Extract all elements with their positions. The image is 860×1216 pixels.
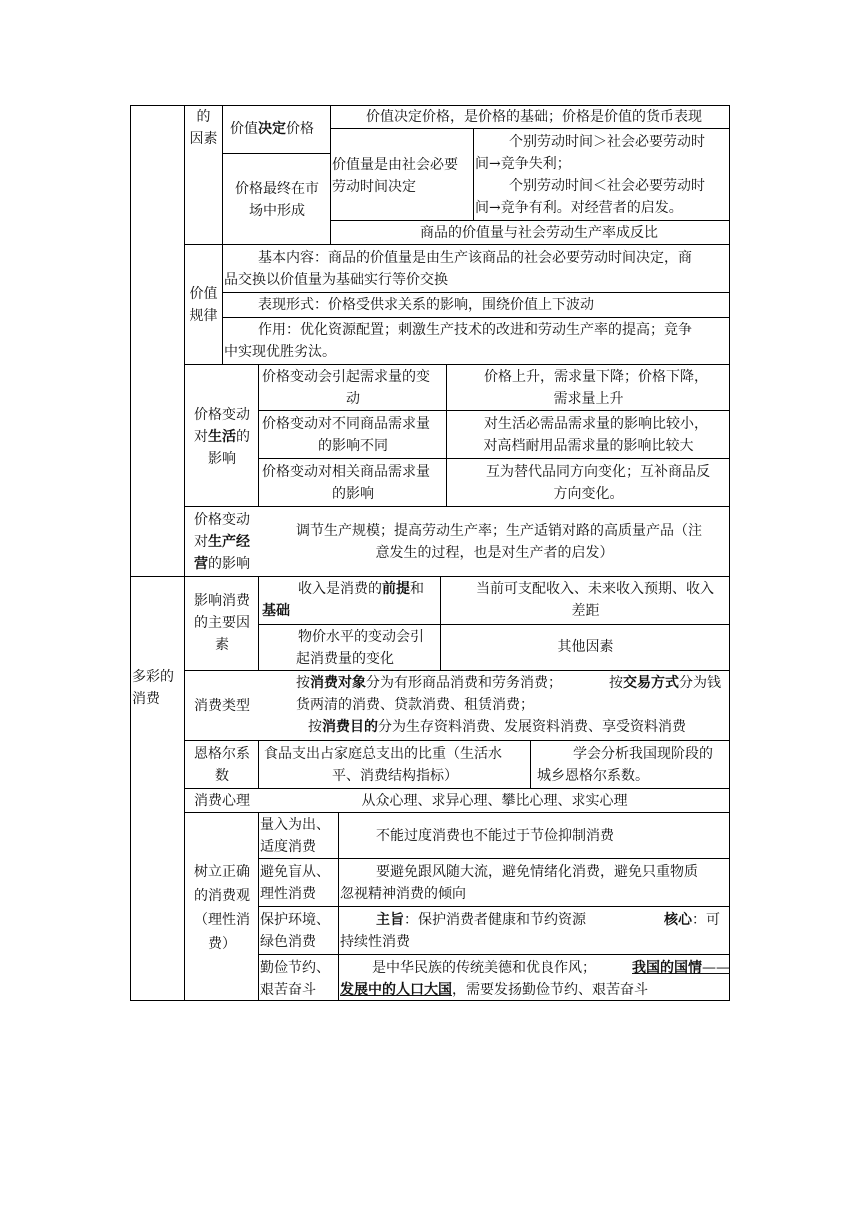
- law-effect-line2: 中实现优胜劣汰。: [224, 344, 336, 360]
- final-market-label-line1: 价格最终在市: [235, 181, 319, 197]
- production-content-line1: 调节生产规模；提高劳动生产率；生产适销对路的高质量产品（注: [296, 523, 702, 539]
- labor-time-text-line1: 价值量是由社会必要: [332, 157, 458, 173]
- life-r1-left-line1: 价格变动会引起需求量的变: [262, 369, 430, 385]
- rule: [338, 812, 339, 1001]
- law-form-text: 表现形式：价格受供求关系的影响，围绕价值上下波动: [258, 297, 594, 313]
- rule: [258, 364, 259, 507]
- rule: [446, 364, 447, 507]
- engel-def-line1: 食品支出占家庭总支出的比重（生活水: [264, 746, 502, 762]
- rule: [530, 740, 531, 789]
- v3-label-line1: 保护环境、: [260, 912, 330, 928]
- rule: [184, 812, 729, 813]
- rule: [258, 906, 729, 907]
- inverse-ratio-text: 商品的价值量与社会劳动生产率成反比: [420, 225, 658, 241]
- rule: [184, 788, 729, 789]
- individual-text-line3: 个别劳动时间＜社会必要劳动时: [509, 178, 705, 194]
- rule: [184, 244, 729, 245]
- value-basis-text: 价值决定价格，是价格的基础；价格是价值的货币表现: [366, 109, 702, 125]
- life-r1-left-line2: 动: [346, 391, 360, 407]
- v3-label-line2: 绿色消费: [260, 934, 316, 950]
- factors-label-line1: 的: [196, 109, 211, 125]
- rule: [184, 506, 729, 507]
- factors-label-line1: 影响消费: [194, 593, 250, 609]
- v3-text-line1b: 核心：可: [664, 912, 720, 928]
- production-label-line1: 价格变动: [194, 512, 250, 528]
- price-level-line2: 起消费量的变化: [296, 651, 394, 667]
- life-r3-right-line2: 方向变化。: [553, 486, 624, 502]
- rule: [184, 670, 729, 671]
- types-line3: 按消费目的分为生存资料消费、发展资料消费、享受资料消费: [308, 719, 686, 735]
- rule: [258, 812, 259, 1001]
- law-label-line1: 价值: [189, 286, 218, 302]
- final-market-label-line2: 场中形成: [249, 203, 305, 219]
- life-label-line1: 价格变动: [194, 407, 250, 423]
- rule: [184, 105, 185, 1001]
- value-decides-price-label: 价值决定价格: [230, 121, 314, 137]
- rule: [330, 105, 331, 245]
- rule: [258, 410, 729, 411]
- law-basic-line2: 品交换以价值量为基础实行等价交换: [224, 272, 448, 288]
- rule: [258, 858, 729, 859]
- types-line1: 按消费对象分为有形商品消费和劳务消费；: [296, 675, 562, 691]
- income-detail-line2: 差距: [571, 603, 600, 619]
- types-line1b: 按交易方式分为钱: [609, 675, 721, 691]
- factors-label-line2: 因素: [189, 131, 218, 147]
- v1-label-line2: 适度消费: [260, 839, 316, 855]
- life-label-line2: 对生活的: [194, 429, 250, 445]
- rule: [258, 954, 729, 955]
- rule: [258, 740, 259, 789]
- production-label-line3: 营的影响: [194, 556, 250, 572]
- psych-text: 从众心理、求异心理、攀比心理、求实心理: [361, 793, 628, 809]
- factors-label-line3: 素: [215, 637, 229, 653]
- rule: [184, 740, 729, 741]
- v4-text-line2: 发展中的人口大国，需要发扬勤俭节约、艰苦奋斗: [340, 982, 648, 998]
- life-r2-right-line1: 对生活必需品需求量的影响比较小，: [484, 416, 708, 432]
- view-label-line3: （理性消: [194, 912, 250, 928]
- individual-text-line1: 个别劳动时间＞社会必要劳动时: [509, 134, 705, 150]
- engel-task-line2: 城乡恩格尔系数。: [537, 768, 649, 784]
- table-left-border: [130, 105, 131, 1001]
- rule: [258, 624, 729, 625]
- rule: [222, 153, 330, 154]
- v3-text-line2: 持续性消费: [340, 934, 410, 950]
- v3-text-line1: 主旨：保护消费者健康和节约资源: [376, 912, 586, 928]
- life-r3-left-line1: 价格变动对相关商品需求量: [262, 464, 430, 480]
- engel-label-line1: 恩格尔系: [194, 746, 250, 762]
- life-r2-left-line1: 价格变动对不同商品需求量: [262, 416, 430, 432]
- types-line2: 货两清的消费、贷款消费、租赁消费；: [296, 697, 534, 713]
- life-r2-right-line2: 对高档耐用品需求量的影响比较大: [483, 438, 694, 454]
- rule: [222, 105, 223, 365]
- rule: [330, 128, 729, 129]
- life-r2-left-line2: 的影响不同: [318, 438, 388, 454]
- section-divider: [130, 576, 729, 577]
- income-detail-line1: 当前可支配收入、未来收入预期、收入: [476, 581, 714, 597]
- rule: [330, 220, 729, 221]
- engel-label-line2: 数: [215, 768, 229, 784]
- price-level-line1: 物价水平的变动会引: [298, 629, 424, 645]
- v1-label-line1: 量入为出、: [260, 817, 330, 833]
- rule: [222, 292, 729, 293]
- rule: [222, 317, 729, 318]
- life-r3-right-line1: 互为替代品同方向变化；互补商品反: [486, 464, 710, 480]
- law-label-line2: 规律: [189, 308, 218, 324]
- income-line2: 基础: [262, 603, 290, 619]
- individual-text-line4: 间→竞争有利。对经营者的启发。: [475, 200, 683, 216]
- life-r1-right-line1: 价格上升，需求量下降；价格下降，: [484, 369, 708, 385]
- production-content-line2: 意发生的过程，也是对生产者的启发）: [375, 545, 614, 561]
- engel-task-line1: 学会分析我国现阶段的: [573, 746, 713, 762]
- v4-label-line2: 艰苦奋斗: [260, 982, 316, 998]
- law-effect-line1: 作用：优化资源配置；刺激生产技术的改进和劳动生产率的提高；竞争: [258, 322, 692, 338]
- v2-text-line2: 忽视精神消费的倾向: [340, 886, 466, 902]
- psych-label: 消费心理: [194, 793, 250, 809]
- life-r1-right-line2: 需求量上升: [553, 391, 624, 407]
- v2-label-line1: 避免盲从、: [260, 864, 330, 880]
- rule: [258, 576, 259, 671]
- v2-label-line2: 理性消费: [260, 886, 316, 902]
- table-right-border: [729, 105, 730, 1001]
- view-label-line1: 树立正确: [194, 864, 250, 880]
- life-r3-left-line2: 的影响: [332, 486, 374, 502]
- view-label-line4: 费）: [208, 936, 236, 952]
- section-label-line1: 多彩的: [132, 669, 174, 685]
- view-label-line2: 的消费观: [194, 888, 250, 904]
- rule: [473, 128, 474, 221]
- rule: [184, 364, 729, 365]
- law-basic-line1: 基本内容：商品的价值量是由生产该商品的社会必要劳动时间决定，商: [258, 250, 692, 266]
- life-label-line3: 影响: [208, 451, 236, 467]
- v4-text-line1: 是中华民族的传统美德和优良作风；: [372, 960, 596, 976]
- v2-text-line1: 要避免跟风随大流，避免情绪化消费，避免只重物质: [376, 864, 698, 880]
- income-line1: 收入是消费的前提和: [298, 581, 424, 597]
- rule: [440, 576, 441, 671]
- individual-text-line2: 间→竞争失利；: [475, 156, 571, 172]
- factors-label-line2: 的主要因: [194, 615, 250, 631]
- other-factors: 其他因素: [557, 639, 614, 655]
- engel-def-line2: 平、消费结构指标）: [332, 768, 458, 784]
- v1-text: 不能过度消费也不能过于节俭抑制消费: [376, 828, 614, 844]
- v4-label-line1: 勤俭节约、: [260, 960, 330, 976]
- v4-text-line1b: 我国的国情——: [632, 960, 730, 976]
- section-label-line2: 消费: [132, 691, 160, 707]
- rule: [258, 458, 729, 459]
- production-label-line2: 对生产经: [194, 534, 250, 550]
- labor-time-text-line2: 劳动时间决定: [332, 179, 416, 195]
- types-label: 消费类型: [194, 698, 250, 714]
